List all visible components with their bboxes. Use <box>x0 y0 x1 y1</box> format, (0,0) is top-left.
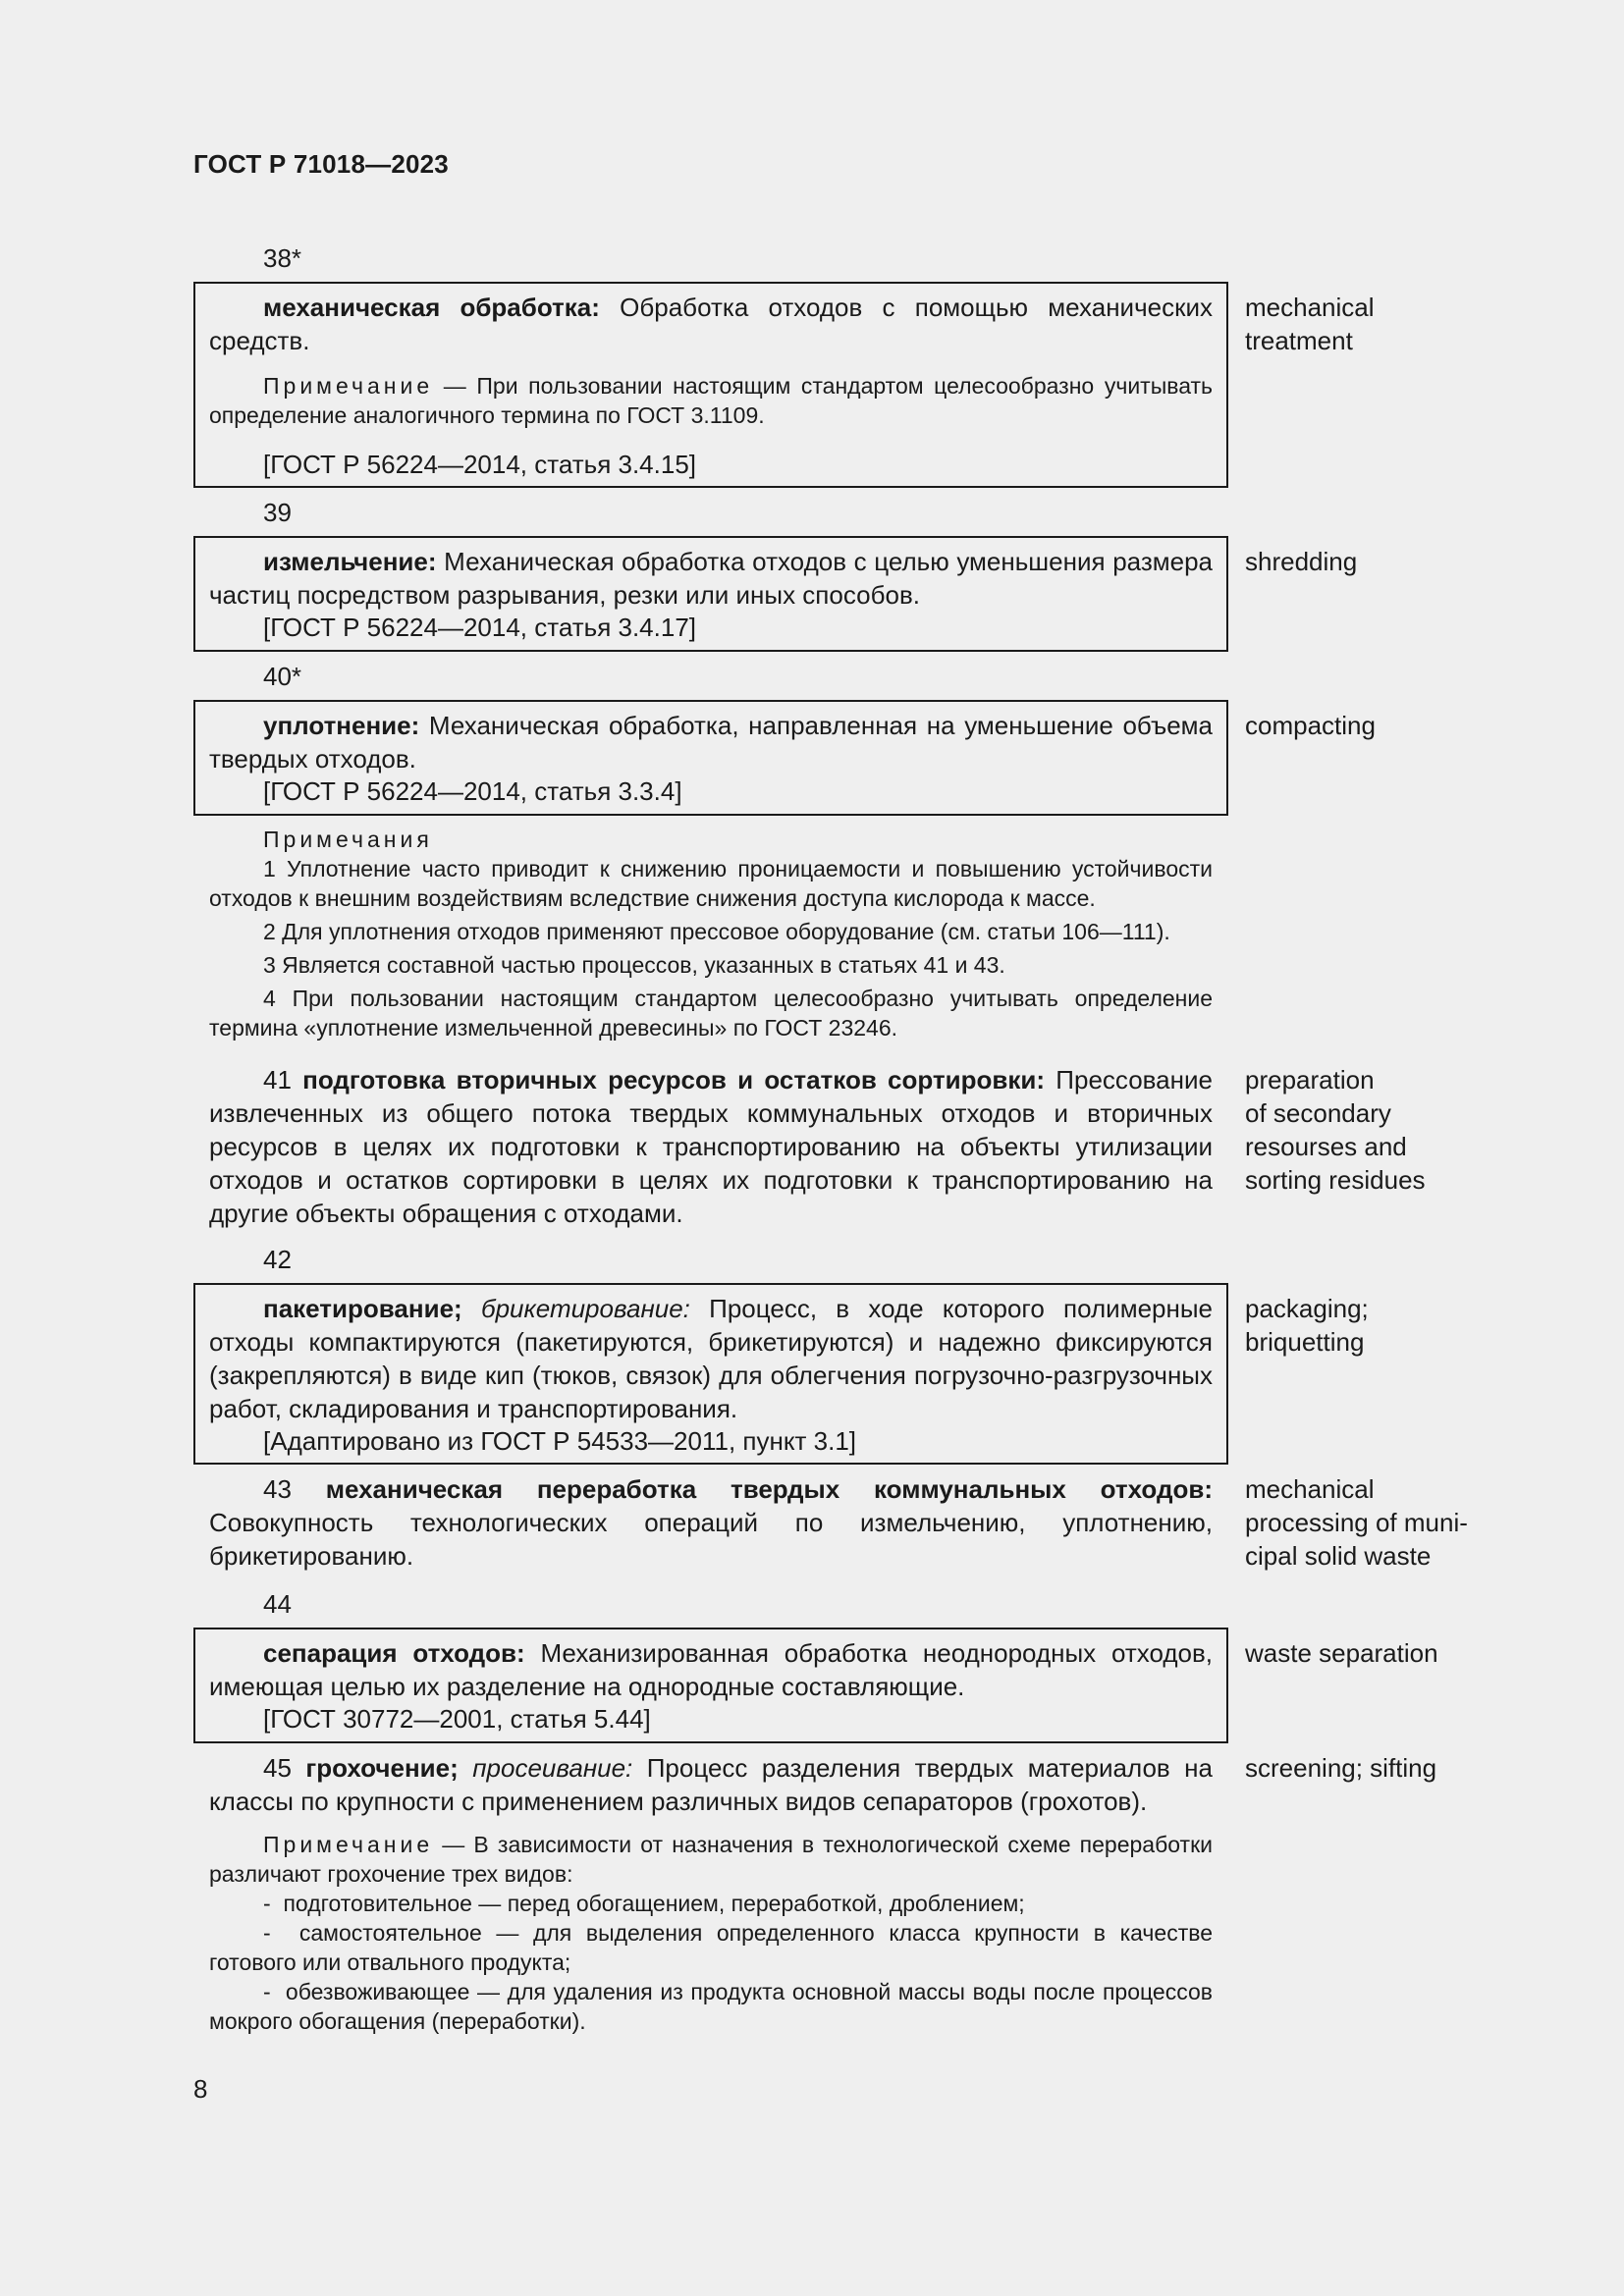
english-line: compacting <box>1245 711 1376 740</box>
english-line: packaging; <box>1245 1294 1369 1323</box>
english-line: cipal solid waste <box>1245 1541 1432 1571</box>
term-definition-41 <box>209 1063 1213 1230</box>
term-definition-42 <box>209 1292 1213 1425</box>
english-line: screening; sifting <box>1245 1753 1437 1783</box>
note-list-item-text: обезвоживающее — для удаления из продукта основной массы воды после процессов мокрого обогащения (переработки). <box>209 1979 1213 2034</box>
term-text: Совокупность технологических операций по измельчению, уплотнению, брикетированию. <box>209 1508 1213 1571</box>
term-name: механическая переработка твердых коммунальных отходов: <box>325 1474 1213 1504</box>
term-synonym: просеивание: <box>472 1753 633 1783</box>
term-english-43 <box>1245 1472 1618 1573</box>
note-list-item: - обезвоживающее — для удаления из продукта основной массы воды после процессов мокрого обогащения (переработки). <box>209 1979 1213 2034</box>
page-number: 8 <box>193 2074 208 2104</box>
term-number-44: 44 <box>263 1589 292 1619</box>
term-number-41: 41 <box>263 1065 292 1095</box>
note-item-text: 1 Уплотнение часто приводит к снижению проницаемости и повышению устойчивости отходов к внешним воздействиям вследствие снижения доступа кислорода к массе. <box>209 856 1213 911</box>
english-line: treatment <box>1245 326 1353 355</box>
term-text: Механическая обработка, направленная на уменьшение объема твердых отходов. <box>209 711 1213 774</box>
term-text: Процесс, в ходе которого полимерные отходы компактируются (пакетируются, брикетируются) и надежно фиксируются (закрепляются) в виде кип (тюков, связок) для облегчения погрузочно-разгрузочных работ, складирования и транспортирования. <box>209 1294 1213 1423</box>
term-source-39: [ГОСТ Р 56224—2014, статья 3.4.17] <box>263 613 697 642</box>
term-english-40 <box>1245 709 1618 742</box>
term-number-39: 39 <box>263 498 292 527</box>
term-source-44: [ГОСТ 30772—2001, статья 5.44] <box>263 1704 651 1734</box>
english-line: waste separation <box>1245 1638 1438 1668</box>
term-definition-40 <box>209 709 1213 775</box>
term-number-45: 45 <box>263 1753 292 1783</box>
term-number-40: 40* <box>263 662 302 691</box>
note-list-item-text: подготовительное — перед обогащением, переработкой, дроблением; <box>283 1891 1025 1916</box>
english-line: preparation <box>1245 1065 1375 1095</box>
term-source-42: [Адаптировано из ГОСТ Р 54533—2011, пункт 3.1] <box>263 1426 857 1456</box>
note-label: Примечание <box>263 1832 434 1857</box>
term-number-43: 43 <box>263 1474 292 1504</box>
english-line: of secondary <box>1245 1098 1391 1128</box>
term-notes-40 <box>209 825 1213 1042</box>
term-text: Механизированная обработка неоднородных отходов, имеющая целью их разделение на однородные составляющие. <box>209 1638 1214 1701</box>
term-definition-44 <box>209 1636 1213 1703</box>
term-name: подготовка вторичных ресурсов и остатков сортировки: <box>302 1065 1046 1095</box>
english-line: processing of muni- <box>1245 1508 1468 1537</box>
term-name: пакетирование; <box>263 1294 462 1323</box>
note-item <box>209 854 1213 913</box>
term-english-45 <box>1245 1751 1618 1785</box>
note-list-item: - подготовительное — перед обогащением, переработкой, дроблением; <box>263 1891 1025 1916</box>
note-item <box>209 917 1213 946</box>
note-item-text: 4 При пользовании настоящим стандартом целесообразно учитывать определение термина «уплотнение измельченной древесины» по ГОСТ 23246. <box>209 986 1213 1041</box>
document-header: ГОСТ Р 71018—2023 <box>193 149 449 179</box>
english-line: mechanical <box>1245 293 1375 322</box>
term-text: Прессование извлеченных из общего потока твердых коммунальных отходов и вторичных ресурсов в целях их подготовки к транспортированию на объекты утилизации отходов и остатков сортировки в целях их подготовки к транспортированию на другие объекты обращения с отходами. <box>209 1065 1213 1228</box>
english-line: briquetting <box>1245 1327 1365 1357</box>
notes-label-line <box>209 825 1213 854</box>
note-item <box>209 984 1213 1042</box>
term-english-44 <box>1245 1636 1618 1670</box>
note-text: — В зависимости от назначения в технологической схеме переработки различают грохочение трех видов: <box>209 1832 1213 1887</box>
term-english-39 <box>1245 545 1618 578</box>
term-definition-43 <box>209 1472 1213 1573</box>
note-item-text: 2 Для уплотнения отходов применяют прессовое оборудование (см. статьи 106—111). <box>263 919 1170 944</box>
english-line: shredding <box>1245 547 1358 576</box>
notes-label: Примечания <box>263 827 433 852</box>
english-line: resourses and <box>1245 1132 1407 1161</box>
note-list-item-text: самостоятельное — для выделения определенного класса крупности в качестве готового или отвального продукта; <box>209 1920 1213 1975</box>
term-name: грохочение; <box>305 1753 459 1783</box>
term-synonym: брикетирование: <box>480 1294 690 1323</box>
term-definition-39 <box>209 545 1213 612</box>
term-name: измельчение: <box>263 547 437 576</box>
note-item <box>209 950 1213 980</box>
note-intro <box>209 1830 1213 1889</box>
english-line: sorting residues <box>1245 1165 1426 1195</box>
note-text: — При пользовании настоящим стандартом целесообразно учитывать определение аналогичного термина по ГОСТ 3.1109. <box>209 373 1213 428</box>
term-number-42: 42 <box>263 1245 292 1274</box>
term-english-42 <box>1245 1292 1618 1359</box>
term-name: уплотнение: <box>263 711 420 740</box>
note-item-text: 3 Является составной частью процессов, указанных в статьях 41 и 43. <box>263 952 1005 978</box>
term-text: Механическая обработка отходов с целью уменьшения размера частиц посредством разрывания, резки или иных способов. <box>209 547 1213 610</box>
term-note-45 <box>209 1830 1213 2036</box>
term-text: Процесс разделения твердых материалов на классы по крупности с применением различных видов сепараторов (грохотов). <box>209 1753 1214 1816</box>
term-name: механическая обработка: <box>263 293 600 322</box>
term-text: Обработка отходов с помощью механических средств. <box>209 293 1213 355</box>
term-source-40: [ГОСТ Р 56224—2014, статья 3.3.4] <box>263 776 682 806</box>
term-definition-45 <box>209 1751 1213 1818</box>
english-line: mechanical <box>1245 1474 1375 1504</box>
term-definition-38 <box>209 291 1213 357</box>
term-number-38: 38* <box>263 243 302 273</box>
term-note-38 <box>209 371 1213 430</box>
term-source-38: [ГОСТ Р 56224—2014, статья 3.4.15] <box>263 450 697 479</box>
note-label: Примечание <box>263 373 434 399</box>
term-english-38 <box>1245 291 1618 357</box>
note-list-item: - самостоятельное — для выделения определенного класса крупности в качестве готового или отвального продукта; <box>209 1920 1213 1975</box>
term-name: сепарация отходов: <box>263 1638 525 1668</box>
term-english-41 <box>1245 1063 1618 1197</box>
